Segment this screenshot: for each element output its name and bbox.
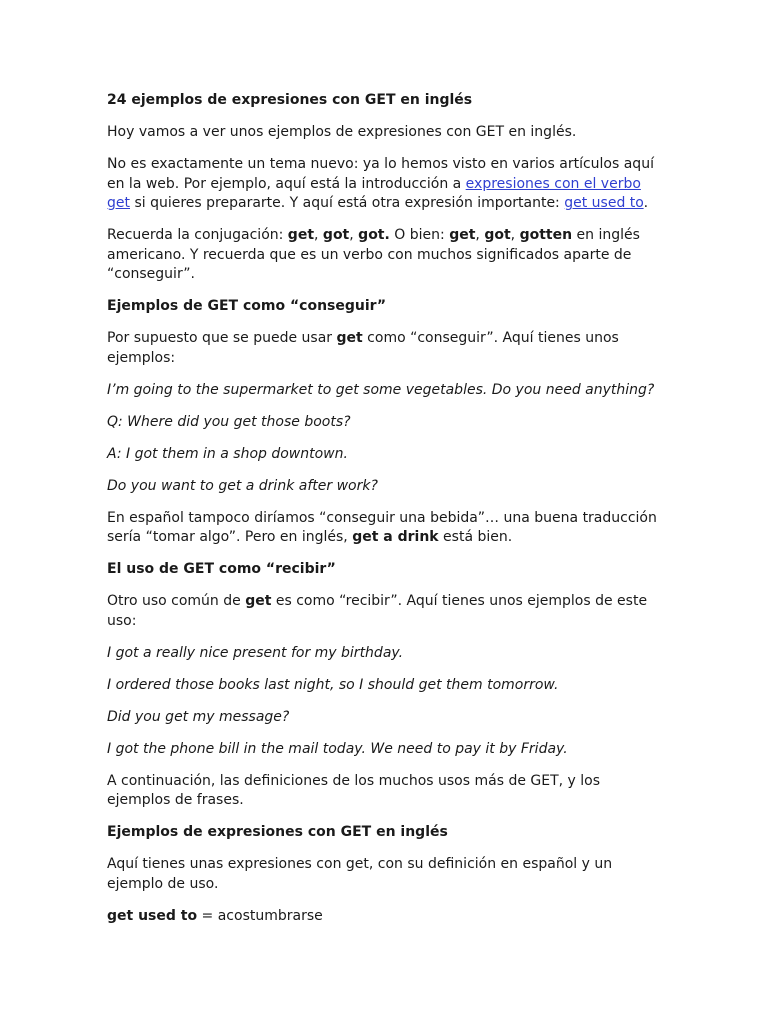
comma: , — [510, 227, 520, 243]
section-heading-conseguir: Ejemplos de GET como “conseguir” — [107, 298, 387, 314]
context-text-2: si quieres prepararte. Y aquí está otra expresión importante: — [130, 195, 565, 211]
section1-lead-text-1: Por supuesto que se puede usar — [107, 330, 337, 346]
conjugation-text-1: Recuerda la conjugación: — [107, 227, 288, 243]
section1-lead-get: get — [336, 330, 363, 346]
intro-paragraph: Hoy vamos a ver unos ejemplos de expresiones con GET en inglés. — [107, 124, 577, 140]
context-text-3: . — [643, 195, 649, 211]
example-sentence: Q: Where did you get those boots? — [107, 413, 351, 430]
comma: , — [314, 227, 323, 243]
conjugation-get: get — [287, 227, 315, 243]
section2-lead-get: get — [245, 593, 272, 609]
section1-note-text-1: En español tampoco diríamos “conseguir una bebida”… una buena traducción sería “tomar algo”. Pero en inglés, — [107, 509, 657, 545]
section2-lead — [107, 592, 667, 631]
context-text-1: No es exactamente un tema nuevo: ya lo hemos visto en varios artículos aquí en la web. Por ejemplo, aquí está la introducción a — [107, 156, 654, 192]
comma: , — [475, 227, 485, 243]
section1-lead-text-2: como “conseguir”. Aquí tienes unos ejemplos: — [107, 330, 619, 366]
example-sentence: I got a really nice present for my birthday. — [107, 644, 404, 661]
example-sentence: I ordered those books last night, so I should get them tomorrow. — [107, 676, 559, 693]
section-heading-expresiones: Ejemplos de expresiones con GET en inglés — [107, 824, 448, 840]
example-sentence: I’m going to the supermarket to get some vegetables. Do you need anything? — [107, 381, 655, 398]
conjugation-got: got — [322, 227, 350, 243]
conjugation-us-get: get — [449, 227, 476, 243]
example-sentence: Did you get my message? — [107, 708, 290, 725]
link-expresiones-verbo-get[interactable]: expresiones con el verbo get — [107, 175, 641, 211]
conjugation-text-3: en inglés americano. Y recuerda que es un verbo con muchos significados aparte de “conseguir”. — [107, 227, 640, 282]
section1-lead — [107, 329, 667, 368]
example-sentence: I got the phone bill in the mail today. We need to pay it by Friday. — [107, 740, 568, 757]
section1-note — [107, 509, 667, 548]
section1-note-get-a-drink: get a drink — [352, 529, 439, 545]
conjugation-us-gotten: gotten — [519, 227, 573, 243]
section1-note-text-2: está bien. — [438, 529, 513, 545]
section3-lead: Aquí tienes unas expresiones con get, con su definición en español y un ejemplo de uso. — [107, 856, 613, 892]
conjugation-text-2: O bien: — [389, 227, 450, 243]
section2-lead-text-1: Otro uso común de — [107, 593, 246, 609]
section2-lead-text-2: es como “recibir”. Aquí tienes unos ejemplos de este uso: — [107, 593, 648, 629]
expression-definition: = acostumbrarse — [197, 907, 323, 924]
conjugation-us-got: got — [484, 227, 511, 243]
context-paragraph — [107, 155, 667, 214]
section-heading-recibir: El uso de GET como “recibir” — [107, 561, 336, 577]
example-sentence: Do you want to get a drink after work? — [107, 477, 378, 494]
link-get-used-to[interactable]: get used to — [564, 195, 644, 211]
comma: , — [349, 227, 359, 243]
document-title: 24 ejemplos de expresiones con GET en inglés — [107, 92, 473, 108]
section2-note: A continuación, las definiciones de los muchos usos más de GET, y los ejemplos de frases. — [107, 772, 601, 808]
example-sentence: A: I got them in a shop downtown. — [107, 445, 348, 462]
conjugation-paragraph — [107, 226, 667, 285]
expression-entry — [107, 907, 667, 927]
expression-term: get used to — [107, 907, 198, 924]
conjugation-got-participle: got. — [358, 227, 390, 243]
document-page — [107, 91, 667, 939]
